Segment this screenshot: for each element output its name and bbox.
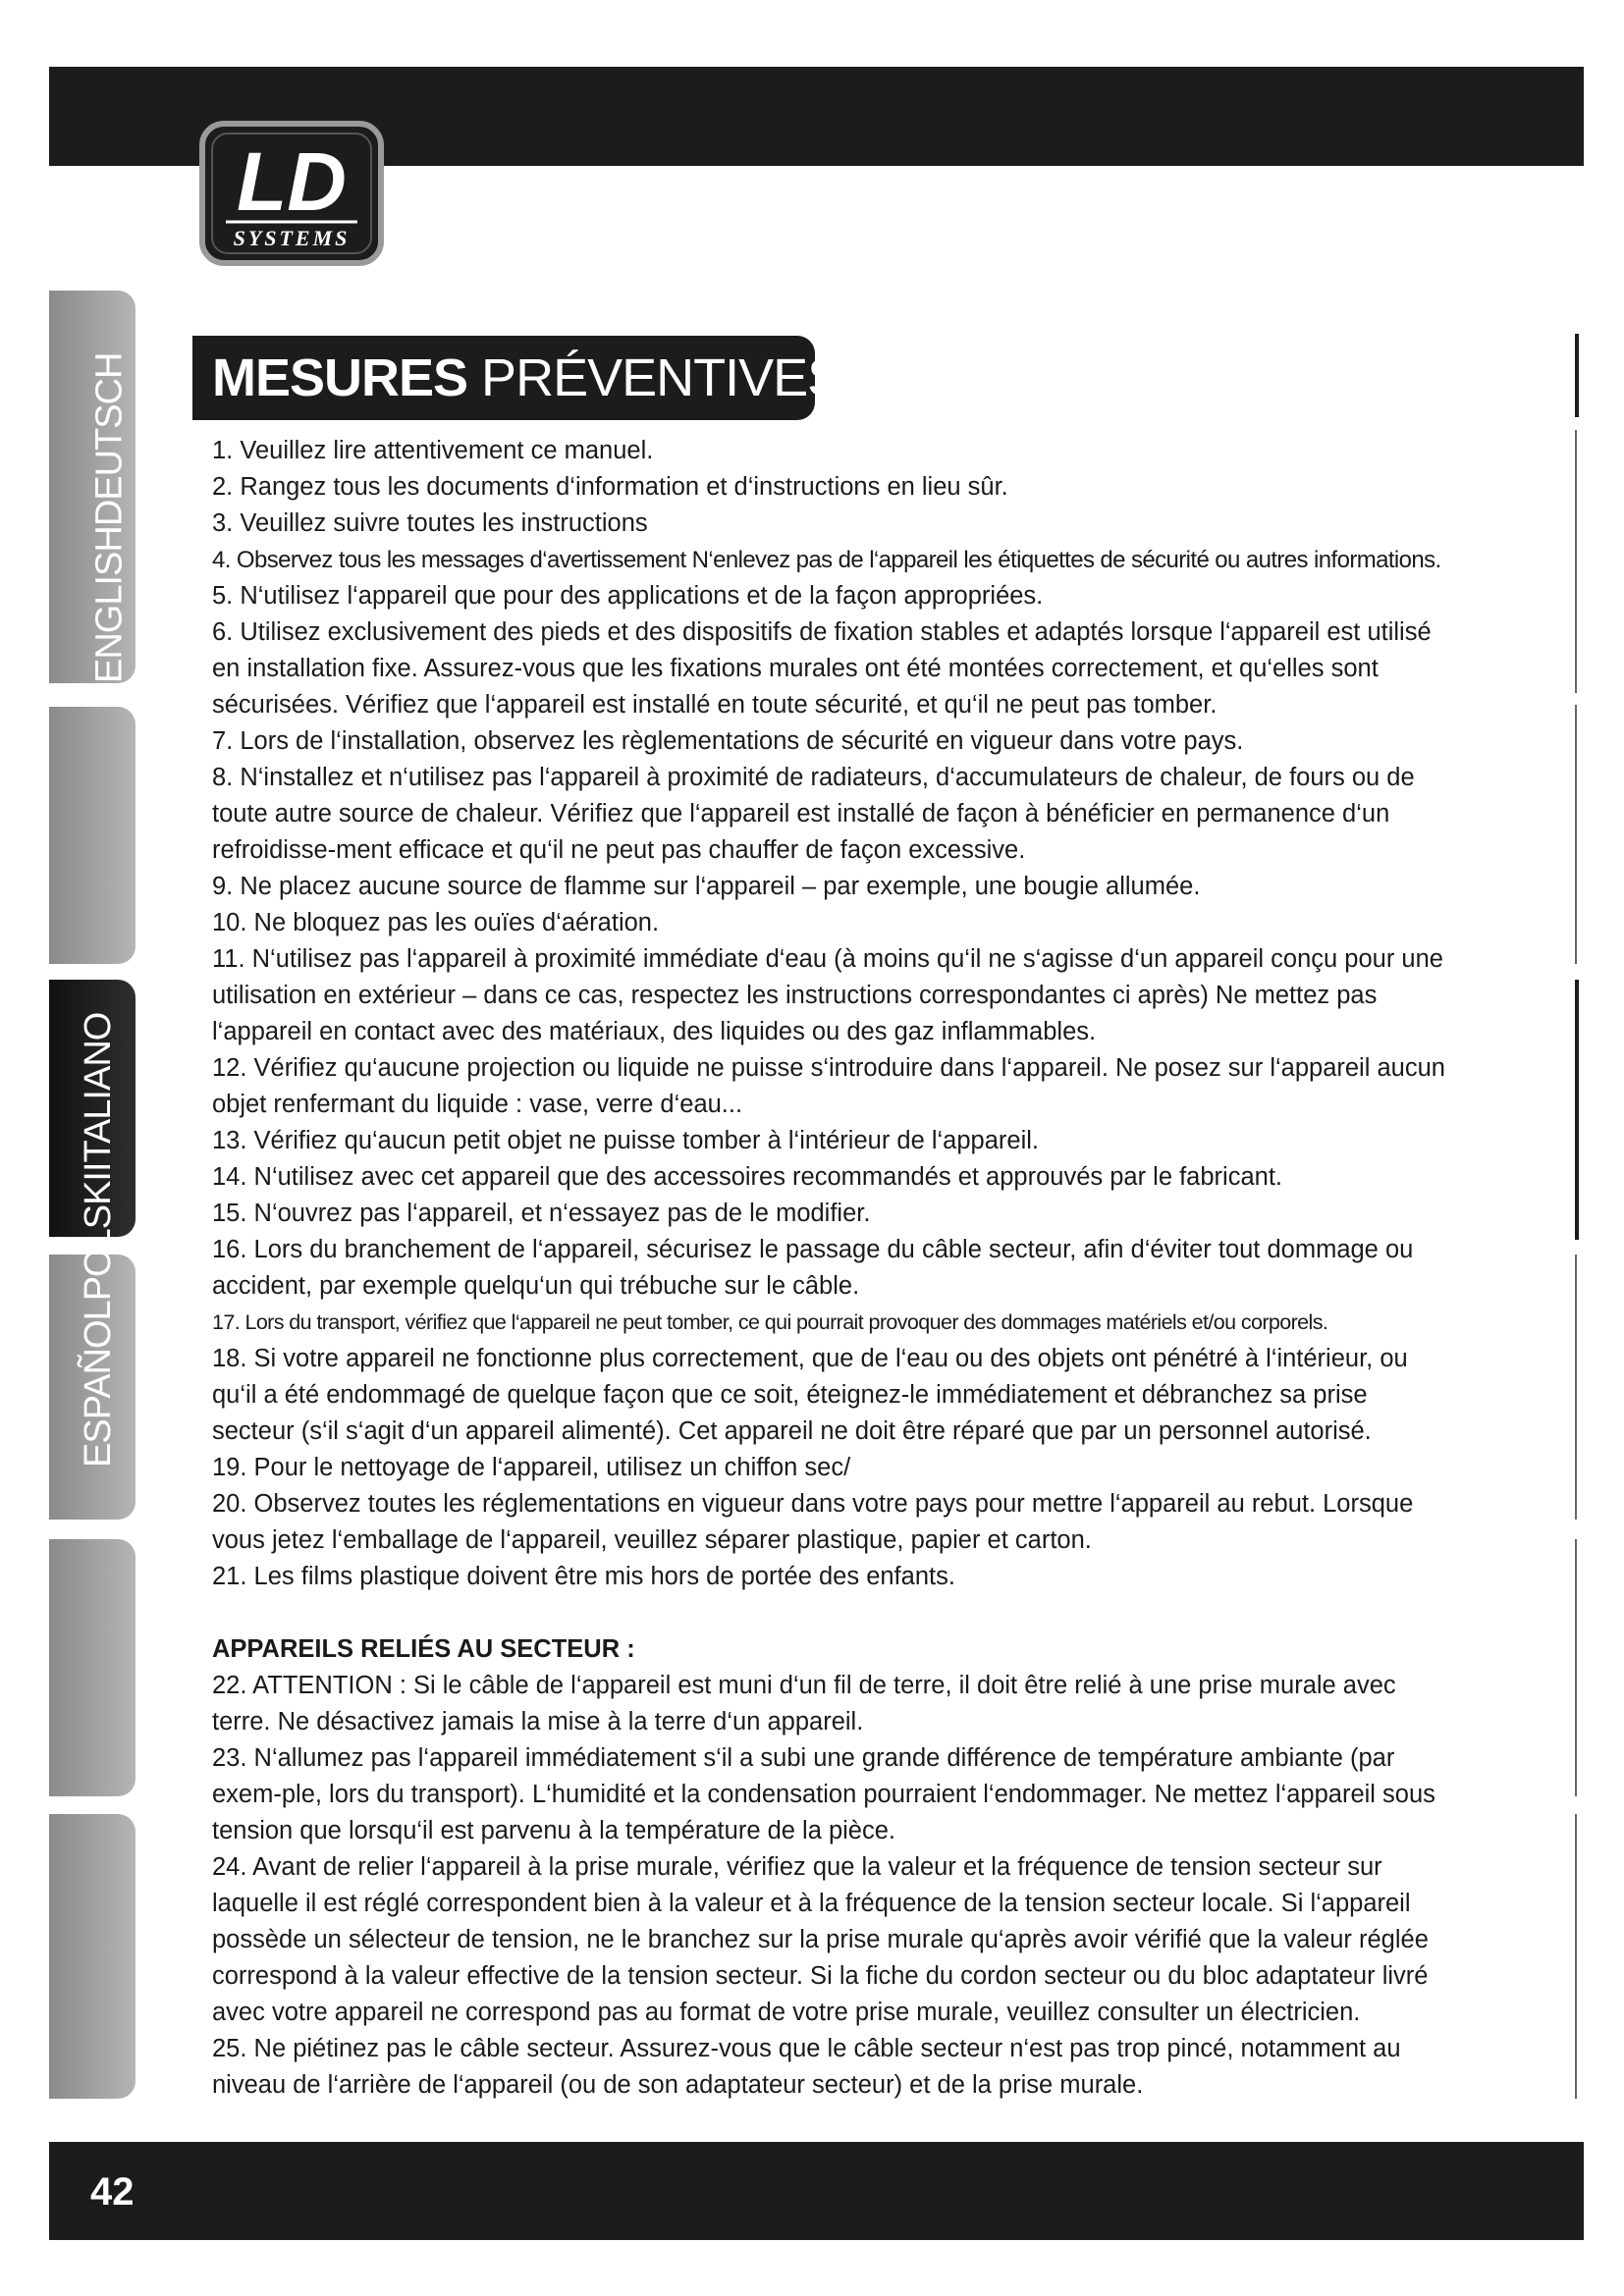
- list-item: 10. Ne bloquez pas les ouïes d‘aération.: [212, 909, 660, 936]
- tab-blank-3[interactable]: [49, 1814, 135, 2099]
- tab-blank-2[interactable]: [49, 1539, 135, 1796]
- list-item: 24. Avant de relier l‘appareil à la prise murale, vérifiez que la valeur et la fréquence de tension secteur sur laquelle il est réglé correspondent bien à la valeur et à la fréquence de la tension secteur locale. Si l‘appareil possède un sélecteur de tension, ne le branchez sur la prise murale qu‘après avoir vérifié que la valeur réglée correspond à la valeur effective de la tension secteur. Si la fiche du cordon secteur ou du bloc adaptateur livré avec votre appareil ne correspond pas au format de votre prise murale, veuillez consulter un électricien.: [212, 1853, 1429, 2026]
- list-item: 5. N‘utilisez l‘appareil que pour des applications et de la façon appropriées.: [212, 582, 1044, 610]
- tab-espanol[interactable]: [49, 1255, 135, 1520]
- list-item: 20. Observez toutes les réglementations en vigueur dans votre pays pour mettre l‘appareil au rebut. Lorsque vous jetez l‘emballage de l‘appareil, veuillez séparer plastique, papier et carton.: [212, 1490, 1414, 1554]
- list-item: 22. ATTENTION : Si le câble de l‘appareil est muni d‘un fil de terre, il doit être relié à une prise murale avec terre. Ne désactivez jamais la mise à la terre d‘un appareil.: [212, 1672, 1396, 1735]
- list-item: 18. Si votre appareil ne fonctionne plus correctement, que de l‘eau ou des objets ont pénétré à l‘intérieur, ou qu‘il a été endommagé de quelque façon que ce soit, éteignez-le immédiatement et débranchez sa prise secteur (s‘il s‘agit d‘un appareil alimenté). Cet appareil ne doit être réparé que par un personnel autorisé.: [212, 1345, 1408, 1445]
- margin-line: [1575, 705, 1577, 964]
- safety-instructions: [212, 433, 1449, 2104]
- list-item: 3. Veuillez suivre toutes les instructions: [212, 509, 648, 537]
- list-item: 12. Vérifiez qu‘aucune projection ou liquide ne puisse s‘introduire dans l‘appareil. Ne posez sur l‘appareil aucun objet renfermant du liquide : vase, verre d‘eau...: [212, 1054, 1445, 1118]
- list-item: 8. N‘installez et n‘utilisez pas l‘appareil à proximité de radiateurs, d‘accumulateurs de chaleur, de fours ou de toute autre source de chaleur. Vérifiez que l‘appareil est installé de façon à bénéficier en permanence d‘un refroidisse-ment efficace et qu‘il ne peut pas chauffer de façon excessive.: [212, 764, 1415, 864]
- section-title-bold: MESURES: [212, 348, 468, 407]
- page-number: 42: [90, 2170, 135, 2214]
- list-item: 21. Les films plastique doivent être mis hors de portée des enfants.: [212, 1563, 955, 1590]
- tab-blank-1[interactable]: [49, 707, 135, 964]
- list-item: 23. N‘allumez pas l‘appareil immédiatement s‘il a subi une grande différence de température ambiante (par exem-ple, lors du transport). L‘humidité et la condensation pourraient l‘endommager. Ne mettez l‘appareil sous tension que lorsqu‘il est parvenu à la température de la pièce.: [212, 1744, 1435, 1844]
- subheading-mains: APPAREILS RELIÉS AU SECTEUR :: [212, 1635, 635, 1663]
- list-item: 4. Observez tous les messages d‘avertissement N‘enlevez pas de l‘appareil les étiquettes de sécurité ou autres informations.: [212, 547, 1441, 573]
- list-item: 16. Lors du branchement de l‘appareil, sécurisez le passage du câble secteur, afin d‘éviter tout dommage ou accident, par exemple quelqu‘un qui trébuche sur le câble.: [212, 1236, 1414, 1300]
- section-title-rest: PRÉVENTIVES :: [467, 348, 870, 407]
- ld-systems-logo: [198, 120, 385, 267]
- list-item: 1. Veuillez lire attentivement ce manuel.: [212, 437, 654, 464]
- list-item: 2. Rangez tous les documents d‘information et d‘instructions en lieu sûr.: [212, 473, 1008, 501]
- logo-sub-text: SYSTEMS: [233, 226, 351, 250]
- list-item: 14. N‘utilisez avec cet appareil que des accessoires recommandés et approuvés par le fabricant.: [212, 1163, 1282, 1191]
- list-item: 6. Utilisez exclusivement des pieds et des dispositifs de fixation stables et adaptés lorsque l‘appareil est utilisé en installation fixe. Assurez-vous que les fixations murales ont été montées correctement, et qu‘elles sont sécurisées. Vérifiez que l‘appareil est installé en toute sécurité, et qu‘il ne peut pas tomber.: [212, 618, 1432, 719]
- tab-espanol-polski-italiano-label: ESPAÑOLPOLSKIITALIANO: [78, 1012, 119, 1468]
- list-item: 19. Pour le nettoyage de l‘appareil, utilisez un chiffon sec/: [212, 1454, 851, 1481]
- list-item: 17. Lors du transport, vérifiez que l‘appareil ne peut tomber, ce qui pourrait provoquer des dommages matériels et/ou corporels.: [212, 1310, 1328, 1334]
- logo-main-text: LD: [237, 135, 347, 228]
- list-item: 25. Ne piétinez pas le câble secteur. Assurez-vous que le câble secteur n‘est pas trop pincé, notamment au niveau de l‘arrière de l‘appareil (ou de son adaptateur secteur) et de la prise murale.: [212, 2035, 1401, 2099]
- margin-line: [1575, 1539, 1577, 1796]
- list-item: 13. Vérifiez qu‘aucun petit objet ne puisse tomber à l‘intérieur de l‘appareil.: [212, 1127, 1039, 1154]
- footer-bar: [49, 2142, 1584, 2240]
- tab-polski-italiano[interactable]: [49, 980, 135, 1237]
- margin-line: [1575, 430, 1577, 693]
- margin-line: [1575, 334, 1579, 417]
- section-title: [212, 347, 869, 408]
- list-item: 7. Lors de l‘installation, observez les règlementations de sécurité en vigueur dans votre pays.: [212, 727, 1244, 755]
- list-item: 9. Ne placez aucune source de flamme sur l‘appareil – par exemple, une bougie allumée.: [212, 873, 1201, 900]
- list-item: 11. N‘utilisez pas l‘appareil à proximité immédiate d‘eau (à moins qu‘il ne s‘agisse d‘un appareil conçu pour une utilisation en extérieur – dans ce cas, respectez les instructions correspondantes ci après) Ne mettez pas l‘appareil en contact avec des matériaux, des liquides ou des gaz inflammables.: [212, 945, 1443, 1045]
- tab-english-deutsch-label: ENGLISHDEUTSCH: [88, 352, 131, 683]
- section-title-box: [192, 336, 870, 420]
- margin-line: [1575, 980, 1579, 1240]
- list-item: 15. N‘ouvrez pas l‘appareil, et n‘essayez pas de le modifier.: [212, 1200, 871, 1227]
- margin-line: [1575, 1814, 1577, 2099]
- tab-english-deutsch[interactable]: [49, 291, 135, 683]
- margin-line: [1575, 1255, 1577, 1520]
